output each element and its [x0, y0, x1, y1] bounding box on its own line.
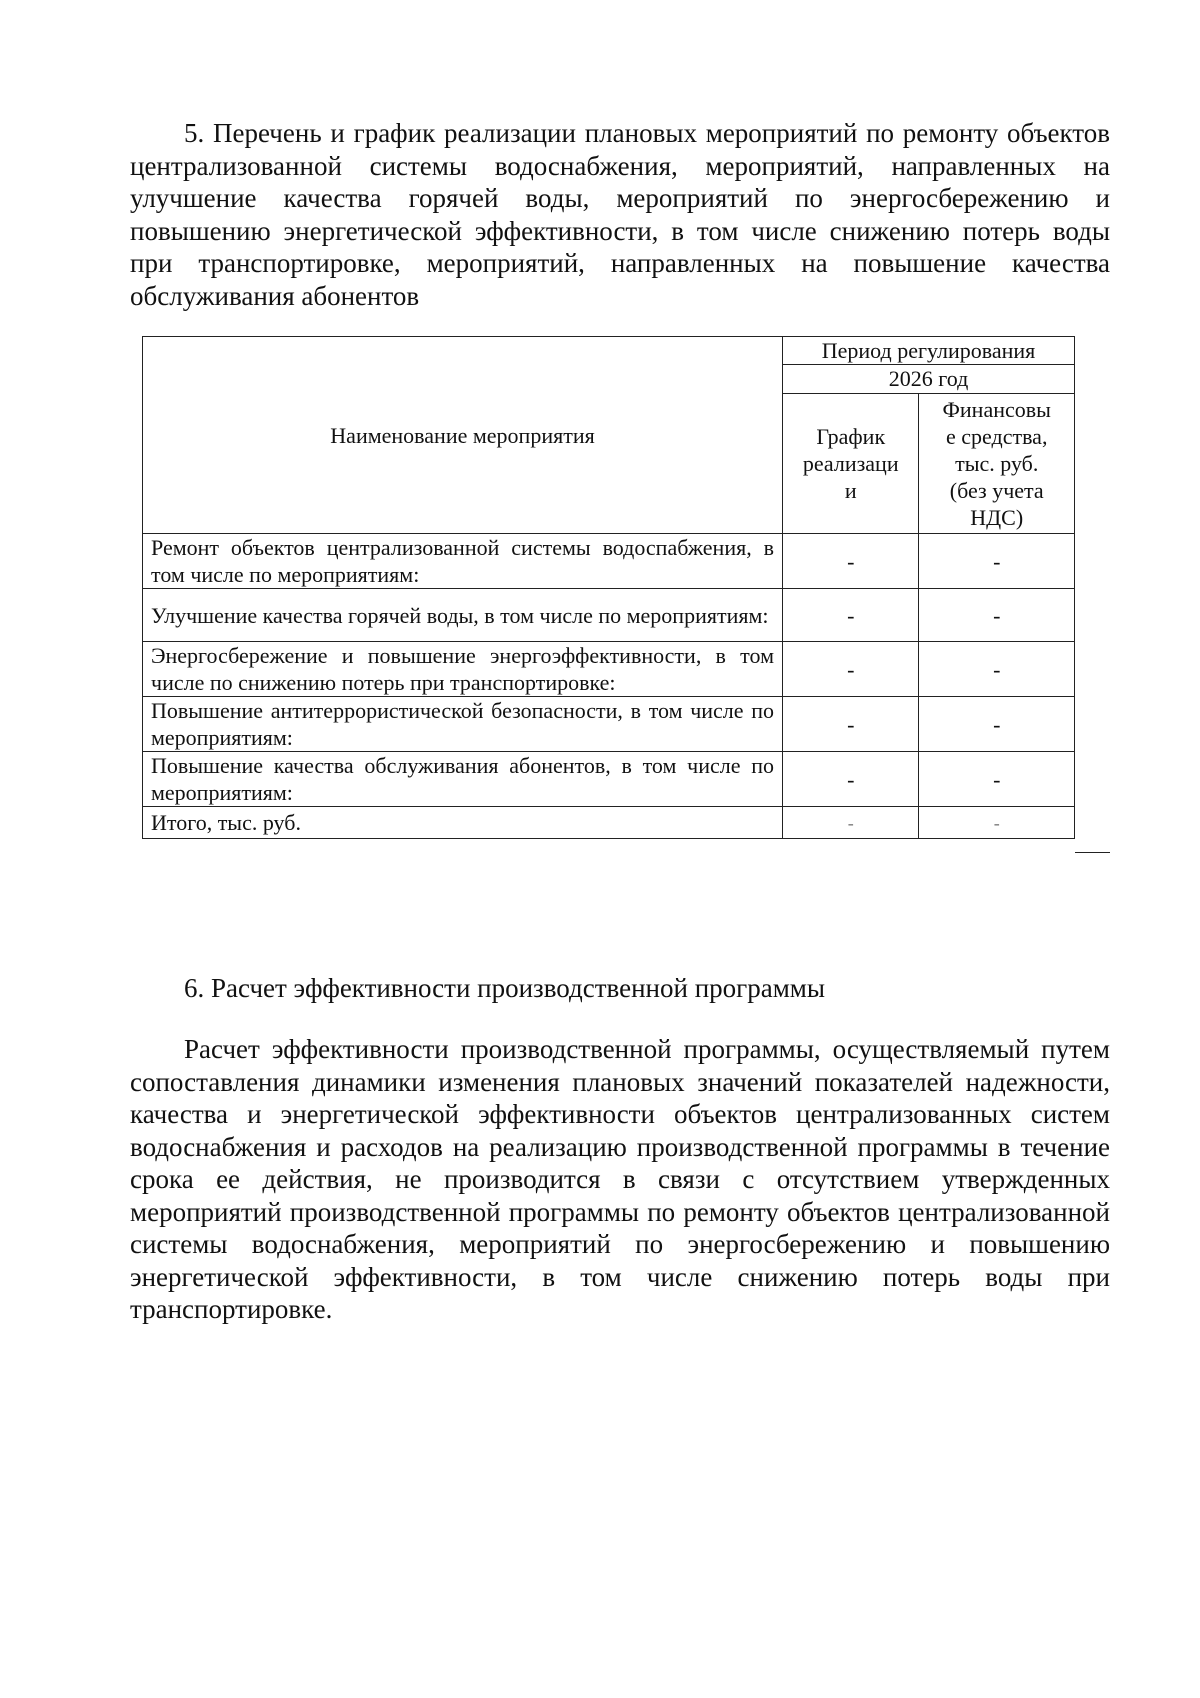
- table-row: [143, 589, 1075, 642]
- row-finance-value: -: [919, 534, 1075, 589]
- table-bottom-rule-extension: [1075, 852, 1110, 853]
- activities-table: [142, 336, 1075, 839]
- row-schedule-value: -: [783, 534, 919, 589]
- table-row: [143, 697, 1075, 752]
- table-total-row: [143, 807, 1075, 839]
- row-schedule-value: -: [783, 752, 919, 807]
- header-finance: Финансовы е средства, тыс. руб. (без учета НДС): [919, 393, 1075, 533]
- row-schedule-value: -: [783, 589, 919, 642]
- row-schedule-value: -: [783, 642, 919, 697]
- row-finance-value: -: [919, 589, 1075, 642]
- table-row: [143, 642, 1075, 697]
- section-6-paragraph: Расчет эффективности производственной программы, осуществляемый путем сопоставления динамики изменения плановых значений показателей надежности, качества и энергетической эффективности объектов централизованных систем водоснабжения и расходов на реализацию производственной программы в течение срока ее действия, не производится в связи с отсутствием утвержденных мероприятий производственной программы по ремонту объектов централизованной системы водоснабжения, мероприятий по энергосбережению и повышению энергетической эффективности, в том числе снижению потерь воды при транспортировке.: [130, 1034, 1110, 1324]
- row-finance-value: -: [919, 642, 1075, 697]
- header-activity-name: Наименование мероприятия: [143, 337, 783, 534]
- table-header-row: [143, 337, 1075, 365]
- row-activity-name: Повышение антитеррористической безопасности, в том числе по мероприятиям:: [143, 697, 783, 752]
- table-row: [143, 534, 1075, 589]
- row-schedule-value: -: [783, 697, 919, 752]
- row-activity-name: Ремонт объектов централизованной системы водоспабжения, в том числе по мероприятиям:: [143, 534, 783, 589]
- header-year: 2026 год: [783, 365, 1075, 393]
- total-label: Итого, тыс. руб.: [143, 807, 783, 839]
- row-activity-name: Повышение качества обслуживания абонентов, в том числе по мероприятиям:: [143, 752, 783, 807]
- row-activity-name: Энергосбережение и повышение энергоэффективности, в том числе по снижению потерь при транспортировке:: [143, 642, 783, 697]
- header-schedule: График реализаци и: [783, 393, 919, 533]
- total-schedule-value: [783, 807, 919, 839]
- row-finance-value: -: [919, 697, 1075, 752]
- row-activity-name: Улучшение качества горячей воды, в том числе по мероприятиям:: [143, 589, 783, 642]
- row-finance-value: -: [919, 752, 1075, 807]
- total-schedule-text: -: [847, 813, 854, 833]
- section-6-heading: 6. Расчет эффективности производственной программы: [184, 973, 826, 1003]
- total-finance-text: -: [993, 813, 1000, 833]
- header-regulation-period: Период регулирования: [783, 337, 1075, 365]
- table-row: [143, 752, 1075, 807]
- section-5-heading-paragraph: 5. Перечень и график реализации плановых мероприятий по ремонту объектов централизованной системы водоснабжения, мероприятий, направленных на улучшение качества горячей воды, мероприятий по энергосбережению и повышению энергетической эффективности, в том числе снижению потерь воды при транспортировке, мероприятий, направленных на повышение качества обслуживания абонентов: [130, 118, 1110, 311]
- total-finance-value: [919, 807, 1075, 839]
